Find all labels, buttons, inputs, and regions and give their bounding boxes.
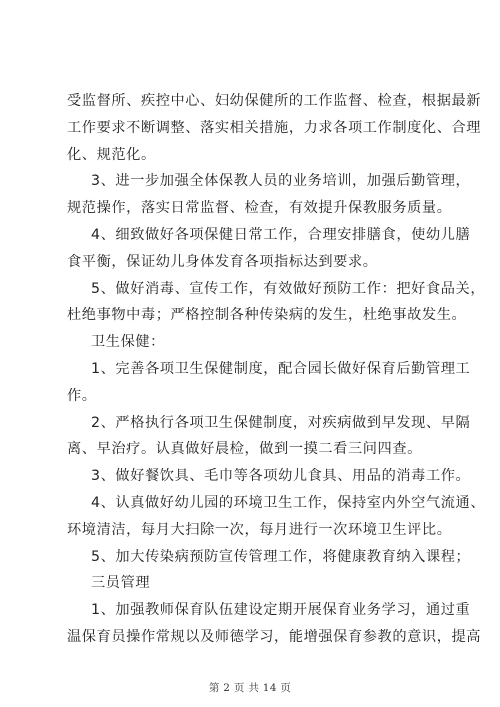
text-line: 离、早治疗。认真做好晨检，做到一摸二看三问四查。 — [67, 441, 422, 458]
text-line: 1、完善各项卫生保健制度，配合园长做好保育后勤管理工 — [91, 360, 471, 377]
text-line: 5、做好消毒、宣传工作，有效做好预防工作：把好食品关， — [91, 280, 486, 297]
text-line: 规范操作，落实日常监督、检查，有效提升保教服务质量。 — [67, 200, 452, 217]
page-footer: 第 2 页 共 14 页 — [208, 682, 292, 694]
text-line: 4、细致做好各项保健日常工作，合理安排膳食，使幼儿膳 — [91, 226, 471, 243]
text-line: 2、严格执行各项卫生保健制度，对疾病做到早发现、早隔 — [91, 414, 471, 431]
text-line: 3、做好餐饮具、毛巾等各项幼儿食具、用品的消毒工作。 — [91, 468, 471, 485]
text-line: 杜绝事物中毒；严格控制各种传染病的发生，杜绝事故发生。 — [67, 307, 467, 324]
text-line: 受监督所、疾控中心、妇幼保健所的工作监督、检查，根据最新 — [67, 93, 482, 109]
document-body — [67, 88, 486, 651]
text-line: 温保育员操作常规以及师德学习，能增强保育参教的意识，提高 — [67, 628, 482, 645]
text-line: 3、进一步加强全体保教人员的业务培训，加强后勤管理， — [91, 173, 471, 190]
text-line: 4、认真做好幼儿园的环境卫生工作，保持室内外空气流通、 — [91, 494, 486, 511]
text-line: 1、加强教师保育队伍建设定期开展保育业务学习，通过重 — [91, 602, 471, 619]
text-line: 卫生保健： — [91, 334, 165, 351]
text-line: 5、加大传染病预防宣传管理工作，将健康教育纳入课程； — [91, 548, 471, 565]
text-line: 食平衡，保证幼儿身体发育各项指标达到要求。 — [67, 253, 378, 270]
text-line: 三员管理 — [91, 575, 151, 592]
text-line: 工作要求不断调整、落实相关措施，力求各项工作制度化、合理 — [67, 119, 482, 136]
text-line: 化、规范化。 — [67, 146, 156, 163]
text-line: 环境清洁，每月大扫除一次，每月进行一次环境卫生评比。 — [67, 521, 452, 538]
text-line: 作。 — [67, 387, 97, 404]
